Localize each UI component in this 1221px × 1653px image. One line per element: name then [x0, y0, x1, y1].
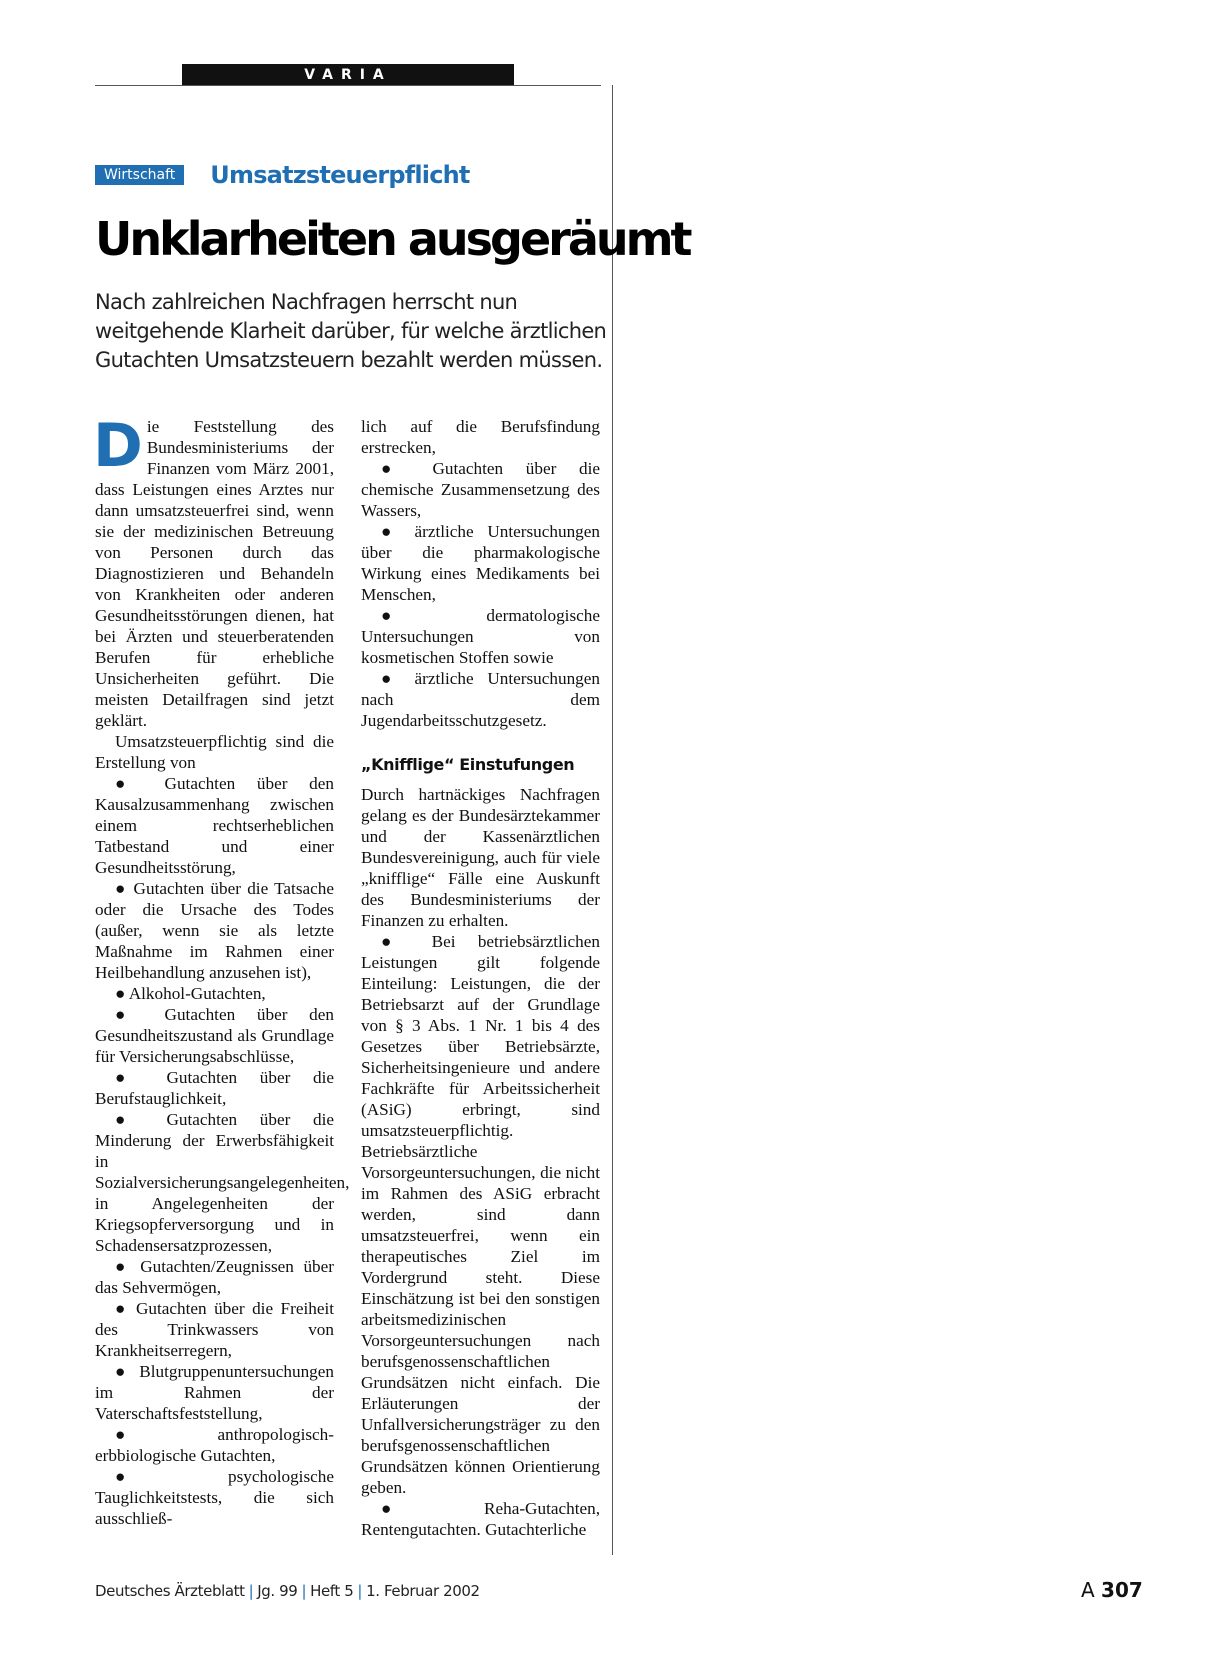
body-column-2 — [361, 416, 600, 1540]
rubric-label: VARIA — [304, 66, 392, 83]
bullet-item: ● Alkohol-Gutachten, — [115, 984, 266, 1003]
issue: Heft 5 — [310, 1582, 354, 1600]
top-rule — [95, 85, 601, 86]
bullet-item: ● Gutachten über die Tatsache oder die Ursache des Todes (außer, wenn sie als letzte Maßnahme im Rahmen einer Heilbehandlung anzusehen ist), — [95, 879, 334, 982]
bullet-item: ●Blutgruppenuntersuchungen im Rahmen der Vaterschaftsfeststellung, — [95, 1362, 334, 1423]
bullet-item: ● Gutachten über den Kausalzusammenhang zwischen einem rechtserheblichen Tatbestand und einer Gesundheitsstörung, — [95, 774, 334, 877]
bullet-item: ● Gutachten über die chemische Zusammensetzung des Wassers, — [361, 459, 600, 520]
bullet-item: ● psychologische Tauglichkeitstests, die sich ausschließ- — [95, 1467, 334, 1528]
bullet-item: ● anthropologisch-erbbiologische Gutachten, — [95, 1425, 334, 1465]
paragraph: ie Feststellung des Bundesministeriums der Finanzen vom März 2001, dass Leistungen eines Arztes nur dann umsatzsteuerfrei sind, wenn sie der medizinischen Betreuung von Personen durch das Diagnostizieren und Behandeln von Krankheiten oder anderen Gesundheitsstörungen dienen, hat bei Ärzten und steuerberatenden Berufen für erhebliche Unsicherheiten geführt. Die meisten Detailfragen sind jetzt geklärt. — [95, 417, 334, 730]
paragraph: Umsatzsteuerpflichtig sind die Erstellung von — [95, 732, 334, 772]
page-prefix: A — [1081, 1578, 1095, 1602]
bullet-item: ● Gutachten über die Freiheit des Trinkwassers von Krankheitserregern, — [95, 1299, 334, 1360]
bullet-item: ● Gutachten/Zeugnissen über das Sehvermögen, — [95, 1257, 334, 1297]
paragraph: lich auf die Berufsfindung erstrecken, — [361, 417, 600, 457]
journal-name: Deutsches Ärzteblatt — [95, 1582, 245, 1600]
subheading: „Knifflige“ Einstufungen — [361, 755, 575, 774]
bullet-item: ● Gutachten über den Gesundheitszustand als Grundlage für Versicherungsabschlüsse, — [95, 1005, 334, 1066]
bullet-item: ● dermatologische Untersuchungen von kosmetischen Stoffen sowie — [361, 606, 600, 667]
bullet-item: ● Gutachten über die Minderung der Erwerbsfähigkeit in Sozialversicherungsangelegenheiten, in Angelegenheiten der Kriegsopferversorgung und in Schadensersatzprozessen, — [95, 1110, 350, 1255]
lead-paragraph: Nach zahlreichen Nachfragen herrscht nun weitgehende Klarheit darüber, für welche ärztlichen Gutachten Umsatzsteuern bezahlt werden müssen. — [95, 290, 607, 372]
footer-citation: Deutsches Ärzteblatt | Jg. 99 | Heft 5 | 1. Februar 2002 — [95, 1582, 480, 1600]
page-number — [1081, 1578, 1143, 1602]
kicker-row — [95, 163, 470, 187]
issue-date: 1. Februar 2002 — [366, 1582, 480, 1600]
bullet-item: ● ärztliche Untersuchungen nach dem Jugendarbeitsschutzgesetz. — [361, 669, 600, 730]
section-tag: Wirtschaft — [95, 165, 184, 185]
volume: Jg. 99 — [257, 1582, 298, 1600]
bullet-item: ● Bei betriebsärztlichen Leistungen gilt folgende Einteilung: Leistungen, die der Betriebsarzt auf der Grundlage von § 3 Abs. 1 Nr. 1 bis 4 des Gesetzes über Betriebsärzte, Sicherheitsingenieure und andere Fachkräfte für Arbeitssicherheit (ASiG) erbringt, sind umsatzsteuerpflichtig. Betriebsärztliche Vorsorgeuntersuchungen, die nicht im Rahmen des ASiG erbracht werden, sind dann umsatzsteuerfrei, wenn ein therapeutisches Ziel im Vordergrund steht. Diese Einschätzung ist bei den sonstigen arbeitsmedizinischen Vorsorgeuntersuchungen nach berufsgenossenschaftlichen Grundsätzen nicht einfach. Die Erläuterungen der Unfallversicherungsträger zu den berufsgenossenschaftlichen Grundsätzen können Orientierung geben. — [361, 932, 600, 1497]
bullet-item: ● Reha-Gutachten, Rentengutachten. Gutachterliche — [361, 1499, 600, 1539]
page-number-value: 307 — [1101, 1578, 1143, 1602]
body-column-1 — [93, 411, 350, 1529]
kicker: Umsatzsteuerpflicht — [210, 161, 470, 189]
bullet-item: ● ärztliche Untersuchungen über die pharmakologische Wirkung eines Medikaments bei Menschen, — [361, 522, 600, 604]
bullet-item: ● Gutachten über die Berufstauglichkeit, — [95, 1068, 334, 1108]
headline: Unklarheiten ausgeräumt — [95, 212, 690, 266]
dropcap: D — [93, 411, 143, 481]
rubric-bar — [182, 64, 514, 85]
paragraph: Durch hartnäckiges Nachfragen gelang es der Bundesärztekammer und der Kassenärztlichen Bundesvereinigung, auch für viele „knifflige“ Fälle eine Auskunft des Bundesministeriums der Finanzen zu erhalten. — [361, 785, 600, 930]
